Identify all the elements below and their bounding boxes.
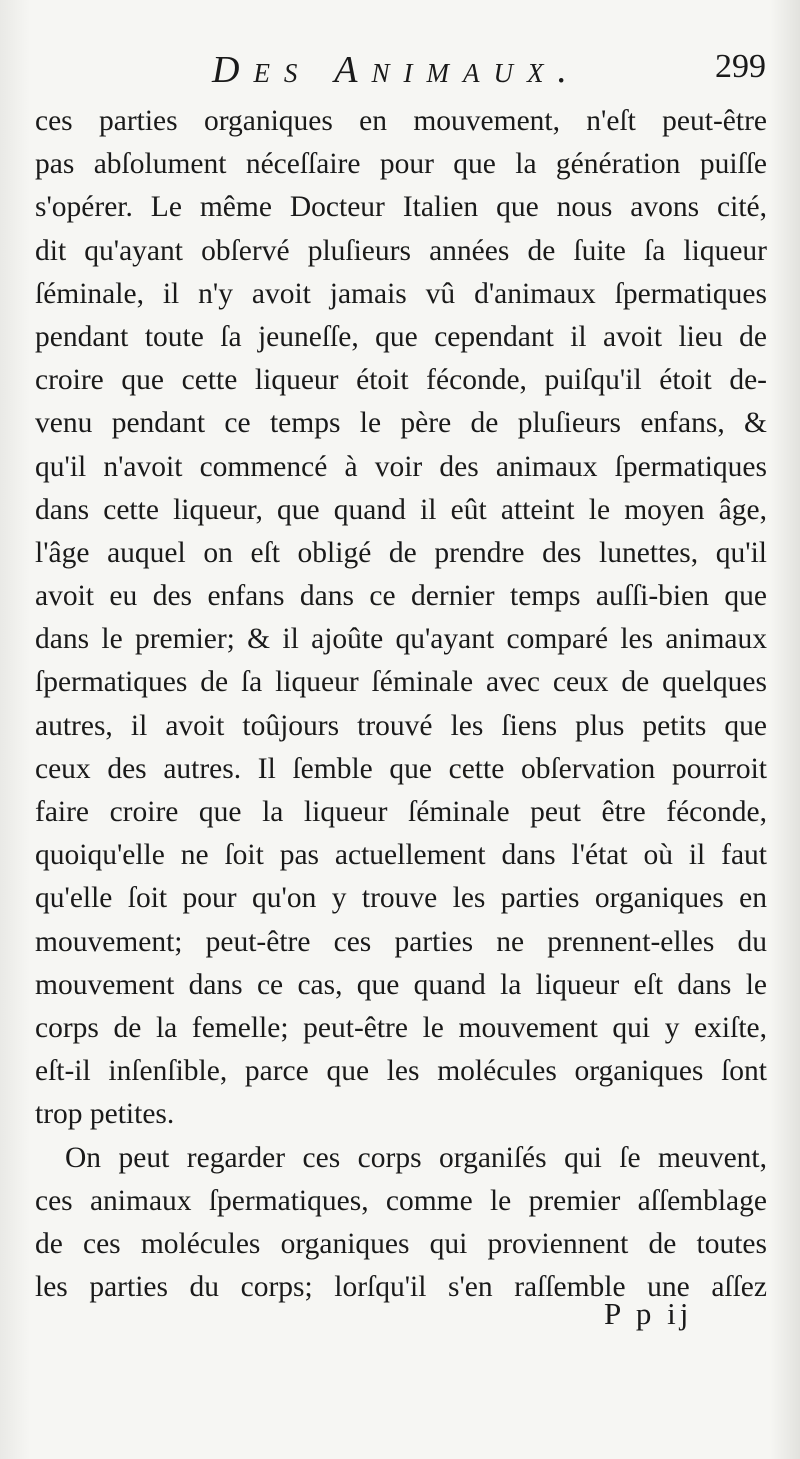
body-text: [35, 100, 767, 1309]
text-line: ces animaux ſpermatiques, comme le premier aſſemblage: [35, 1184, 767, 1217]
text-line: ceux des autres. Il ſemble que cette obſervation pourroit: [35, 752, 767, 785]
text-line: croire que cette liqueur étoit féconde, puiſqu'il étoit de-: [35, 364, 767, 397]
text-line: l'âge auquel on eſt obligé de prendre des lunettes, qu'il: [35, 536, 767, 569]
text-line: ſéminale, il n'y avoit jamais vû d'animaux ſpermatiques: [35, 277, 767, 310]
text-line: ces parties organiques en mouvement, n'eſt peut-être: [35, 105, 767, 137]
text-line: de ces molécules organiques qui proviennent de toutes: [35, 1227, 767, 1260]
text-line: autres, il avoit toûjours trouvé les ſiens plus petits que: [35, 709, 767, 742]
text-line: faire croire que la liqueur ſéminale peut être féconde,: [35, 796, 767, 828]
text-line: venu pendant ce temps le père de pluſieurs enfans, &: [35, 407, 767, 440]
text-line: quoiqu'elle ne ſoit pas actuellement dans l'état où il faut: [35, 839, 767, 872]
signature-mark: P p ij: [604, 1296, 693, 1331]
text-line: corps de la femelle; peut-être le mouvement qui y exiſte,: [35, 1011, 767, 1044]
paragraph-start-line: On peut regarder ces corps organiſés qui ſe meuvent,: [65, 1141, 767, 1174]
text-line: les parties du corps; lorſqu'il s'en raſſemble une aſſez: [35, 1271, 767, 1304]
text-line: s'opérer. Le même Docteur Italien que nous avons cité,: [35, 191, 767, 224]
text-line: pas abſolument néceſſaire pour que la génération puiſſe: [35, 148, 767, 181]
text-line: pendant toute ſa jeuneſſe, que cependant il avoit lieu de: [35, 320, 767, 353]
page-header: [36, 48, 766, 98]
text-line: qu'elle ſoit pour qu'on y trouve les parties organiques en: [35, 882, 767, 915]
running-title: Des Animaux.: [212, 49, 581, 91]
text-line: ſpermatiques de ſa liqueur ſéminale avec ceux de quelques: [35, 666, 767, 699]
text-line: avoit eu des enfans dans ce dernier temps auſſi-bien que: [35, 580, 767, 613]
text-line: dans cette liqueur, que quand il eût atteint le moyen âge,: [35, 493, 767, 526]
text-line: mouvement; peut-être ces parties ne prennent-elles du: [35, 925, 767, 958]
text-line: qu'il n'avoit commencé à voir des animaux ſpermatiques: [35, 450, 767, 483]
text-line: mouvement dans ce cas, que quand la liqueur eſt dans le: [35, 968, 767, 1001]
paragraph-end-line: trop petites.: [35, 1098, 175, 1131]
text-line: eſt-il inſenſible, parce que les molécules organiques ſont: [35, 1055, 767, 1088]
text-line: dit qu'ayant obſervé pluſieurs années de ſuite ſa liqueur: [35, 234, 767, 267]
page-number: 299: [715, 48, 766, 85]
text-line: dans le premier; & il ajoûte qu'ayant comparé les animaux: [35, 623, 767, 656]
